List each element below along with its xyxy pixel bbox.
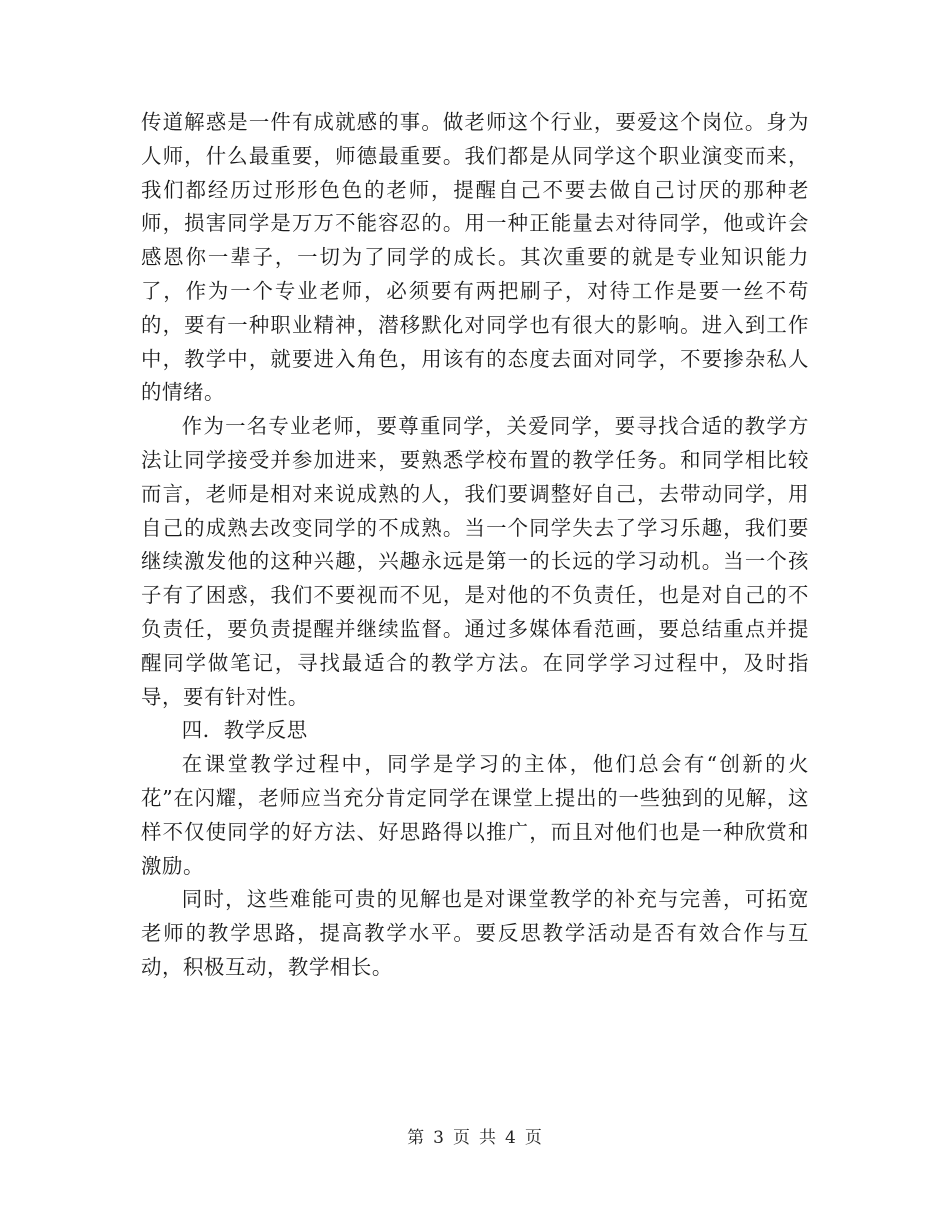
section-heading-teaching-reflection: 四．教学反思 bbox=[181, 718, 308, 743]
paragraph-classroom-innovation: 在课堂教学过程中，同学是学习的主体，他们总会有“创新的火花”在闪耀，老师应当充分肯定同学在课堂上提出的一些独到的见解，这样不仅使同学的好方法、好思路得以推广，而且对他们也是一种欣赏和激励。 bbox=[141, 752, 809, 878]
paragraph-respect-students: 作为一名专业老师，要尊重同学，关爱同学，要寻找合适的教学方法让同学接受并参加进来，要熟悉学校布置的教学任务。和同学相比较而言，老师是相对来说成熟的人，我们要调整好自己，去带动同学，用自己的成熟去改变同学的不成熟。当一个同学失去了学习乐趣，我们要继续激发他的这种兴趣，兴趣永远是第一的长远的学习动机。当一个孩子有了困惑，我们不要视而不见，是对他的不负责任，也是对自己的不负责任，要负责提醒并继续监督。通过多媒体看范画，要总结重点并提醒同学做笔记，寻找最适合的教学方法。在同学学习过程中，及时指导，要有针对性。 bbox=[141, 414, 809, 709]
footer-total-pages: 4 bbox=[505, 1128, 517, 1148]
paragraph-teaching-ethics: 传道解惑是一件有成就感的事。做老师这个行业，要爱这个岗位。身为人师，什么最重要，师德最重要。我们都是从同学这个职业演变而来，我们都经历过形形色色的老师，提醒自己不要去做自己讨厌的那种老师，损害同学是万万不能容忍的。用一种正能量去对待同学，他或许会感恩你一辈子，一切为了同学的成长。其次重要的就是专业知识能力了，作为一个专业老师，必须要有两把刷子，对待工作是要一丝不苟的，要有一种职业精神，潜移默化对同学也有很大的影响。进入到工作中，教学中，就要进入角色，用该有的态度去面对同学，不要掺杂私人的情绪。 bbox=[141, 110, 809, 405]
footer-current-page: 3 bbox=[433, 1128, 445, 1148]
page-footer bbox=[0, 1126, 950, 1150]
paragraph-reflection-conclusion: 同时，这些难能可贵的见解也是对课堂教学的补充与完善，可拓宽老师的教学思路，提高教学水平。要反思教学活动是否有效合作与互动，积极互动，教学相长。 bbox=[141, 887, 809, 979]
document-body bbox=[141, 106, 809, 985]
footer-label-page-unit: 页 bbox=[453, 1128, 471, 1148]
footer-label-page: 第 bbox=[407, 1128, 426, 1148]
footer-label-total: 共 bbox=[479, 1128, 497, 1148]
footer-label-total-unit: 页 bbox=[524, 1128, 543, 1148]
